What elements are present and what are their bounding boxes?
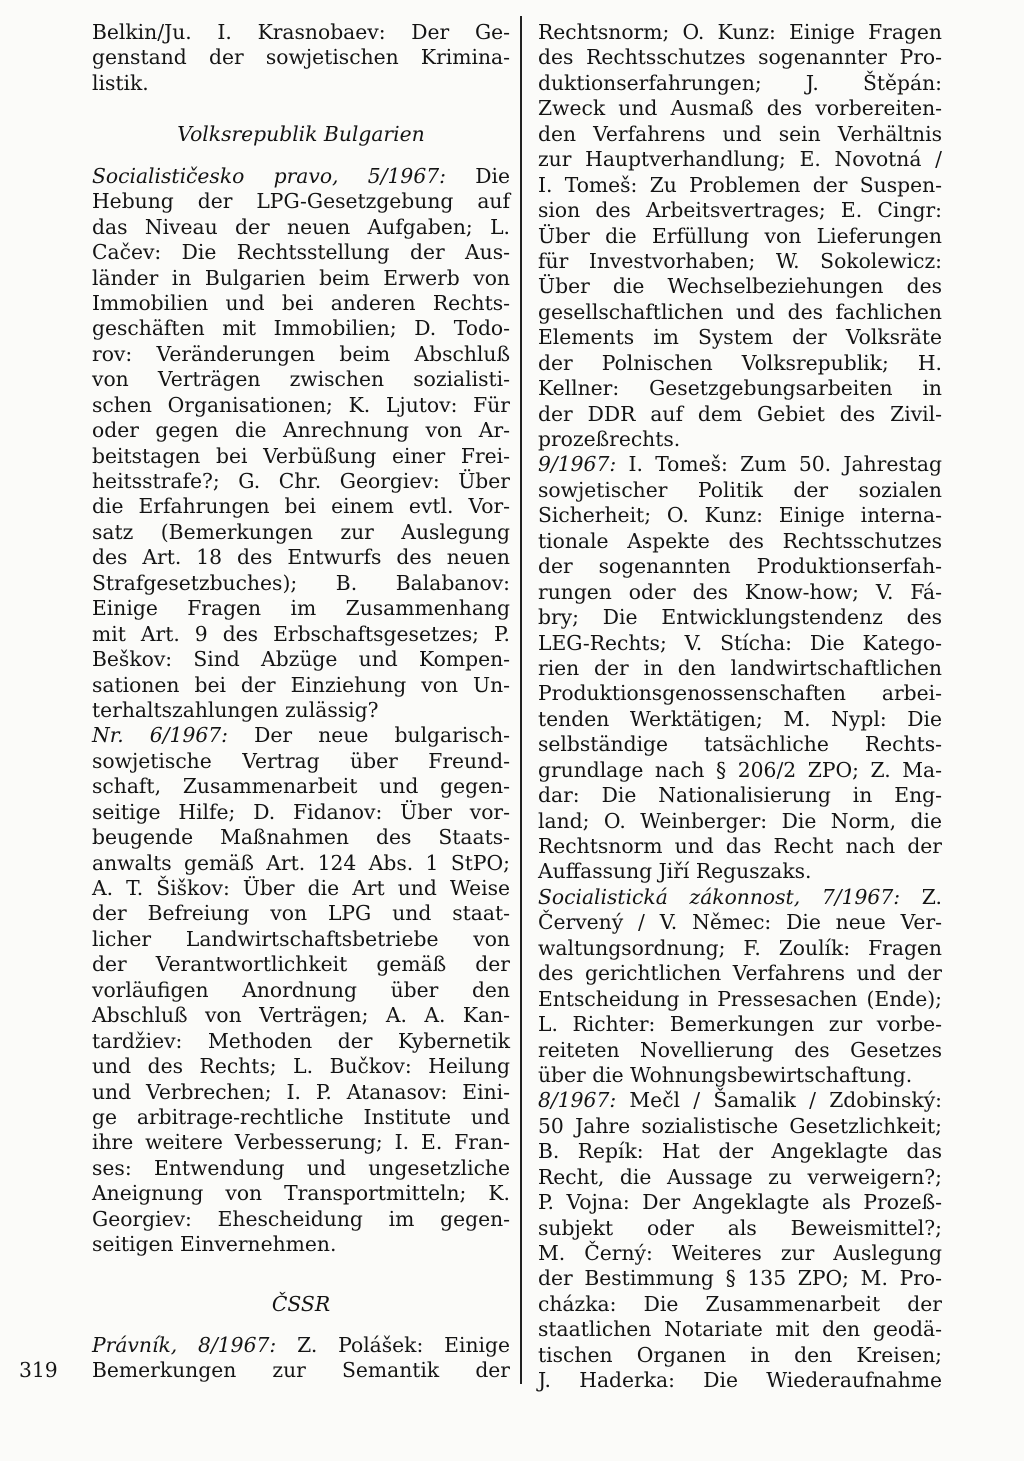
heading-bulgaria: Volksrepublik Bulgarien bbox=[177, 122, 425, 147]
text-line: Recht, die Aussage zu verweigern?; bbox=[538, 1164, 942, 1189]
text-line: des Art. 18 des Entwurfs des neuen bbox=[92, 545, 510, 570]
text-line: der sogenannten Produktionserfah- bbox=[538, 554, 942, 579]
text-line: tionale Aspekte des Rechtsschutzes bbox=[538, 528, 942, 553]
text-line: Kellner: Gesetzgebungsarbeiten in bbox=[538, 376, 942, 401]
journal-title: Socialističesko pravo, 5/1967: bbox=[92, 163, 446, 188]
text-line: ihre weitere Verbesserung; I. E. Fran- bbox=[92, 1130, 510, 1155]
text-line: J. Haderka: Die Wiederaufnahme bbox=[538, 1368, 942, 1393]
text-line: rien der in den landwirtschaftlichen bbox=[538, 655, 942, 680]
text-line: der Polnischen Volksrepublik; H. bbox=[538, 350, 942, 375]
text-line: Produktionsgenossenschaften arbei- bbox=[538, 681, 942, 706]
text-line: tischen Organen in den Kreisen; bbox=[538, 1342, 942, 1367]
text-line: dar: Die Nationalisierung in Eng- bbox=[538, 783, 942, 808]
column-divider bbox=[520, 16, 522, 1384]
text-line: prozeßrechts. bbox=[538, 427, 681, 451]
text-line: den Verfahrens und sein Verhältnis bbox=[538, 121, 942, 146]
text-line: Elements im System der Volksräte bbox=[538, 325, 942, 350]
entry-first-line bbox=[92, 1333, 510, 1358]
text-line: rungen oder des Know-how; V. Fá- bbox=[538, 579, 942, 604]
gap bbox=[92, 1258, 510, 1292]
text-line: licher Landwirtschaftsbetriebe von bbox=[92, 926, 510, 951]
text-line: land; O. Weinberger: Die Norm, die bbox=[538, 808, 942, 833]
text-line: terhaltszahlungen zulässig? bbox=[92, 697, 379, 722]
text-line: der Befreiung von LPG und staat- bbox=[92, 901, 510, 926]
text-line: länder in Bulgarien beim Erwerb von bbox=[92, 265, 510, 290]
text-line: Hebung der LPG-Gesetzgebung auf bbox=[92, 189, 510, 214]
text-line: bry; Die Entwicklungstendenz des bbox=[538, 605, 942, 630]
text-line: und Verbrechen; I. P. Atanasov: Eini- bbox=[92, 1079, 510, 1104]
entry-first-line bbox=[538, 885, 942, 910]
right-column bbox=[538, 20, 942, 1394]
text-line: Beškov: Sind Abzüge und Kompen- bbox=[92, 647, 510, 672]
text-line: tardžiev: Methoden der Kybernetik bbox=[92, 1028, 510, 1053]
gap bbox=[92, 148, 510, 164]
text-line: oder gegen die Anrechnung von Ar- bbox=[92, 418, 510, 443]
text-line: Einige Fragen im Zusammenhang bbox=[92, 596, 510, 621]
text-line: satz (Bemerkungen zur Auslegung bbox=[92, 519, 510, 544]
text-line: Abschluß von Verträgen; A. A. Kan- bbox=[92, 1003, 510, 1028]
text-line: Sicherheit; O. Kunz: Einige interna- bbox=[538, 503, 942, 528]
entry-text: Z. bbox=[900, 884, 942, 909]
text-line: listik. bbox=[92, 70, 149, 95]
entry-first-line bbox=[538, 452, 942, 477]
text-line: Bemerkungen zur Semantik der bbox=[92, 1358, 510, 1383]
issue-label: Nr. 6/1967: bbox=[92, 723, 228, 748]
text-line: M. Černý: Weiteres zur Auslegung bbox=[538, 1241, 942, 1265]
text-line: Entscheidung in Pressesachen (Ende); bbox=[538, 986, 942, 1011]
text-line: Über die Erfüllung von Lieferungen bbox=[538, 223, 942, 248]
entry-first-line bbox=[92, 164, 510, 189]
text-line: B. Repík: Hat der Angeklagte das bbox=[538, 1139, 942, 1164]
text-line: beugende Maßnahmen des Staats- bbox=[92, 825, 510, 850]
text-line: des Rechtsschutzes sogenannter Pro- bbox=[538, 45, 942, 70]
text-line: I. Tomeš: Zu Problemen der Suspen- bbox=[538, 172, 942, 197]
text-line: seitige Hilfe; D. Fidanov: Über vor- bbox=[92, 799, 510, 824]
text-line: für Investvorhaben; W. Sokolewicz: bbox=[538, 248, 942, 273]
intro-block bbox=[92, 20, 510, 96]
text-line: Cačev: Die Rechtsstellung der Aus- bbox=[92, 240, 510, 265]
entry-text: I. Tomeš: Zum 50. Jahrestag bbox=[616, 452, 942, 477]
text-line: Strafgesetzbuches); B. Balabanov: bbox=[92, 570, 510, 595]
text-line: und des Rechts; L. Bučkov: Heilung bbox=[92, 1054, 510, 1079]
text-line: über die Wohnungsbewirtschaftung. bbox=[538, 1062, 913, 1087]
text-line: Červený / V. Němec: Die neue Ver- bbox=[538, 910, 942, 935]
entry-text: Der neue bulgarisch- bbox=[228, 723, 510, 748]
text-line: duktionserfahrungen; J. Štěpán: bbox=[538, 70, 942, 95]
text-line: staatlichen Notariate mit den geodä- bbox=[538, 1317, 942, 1342]
journal-title: Právník, 8/1967: bbox=[92, 1333, 277, 1357]
text-line: heitsstrafe?; G. Chr. Georgiev: Über bbox=[92, 469, 510, 493]
text-line: Georgiev: Ehescheidung im gegen- bbox=[92, 1206, 510, 1231]
text-line: sion des Arbeitsvertrages; E. Cingr: bbox=[538, 198, 942, 223]
text-line: sowjetischer Politik der sozialen bbox=[538, 477, 942, 502]
issue-label: 9/1967: bbox=[538, 452, 617, 477]
text-line: geschäften mit Immobilien; D. Todo- bbox=[92, 316, 510, 341]
text-line: seitigen Einvernehmen. bbox=[92, 1232, 337, 1257]
text-line: gesellschaftlichen und des fachlichen bbox=[538, 299, 942, 324]
left-column bbox=[92, 20, 510, 1384]
text-line: A. T. Šiškov: Über die Art und Weise bbox=[92, 876, 510, 900]
pravnik-issue2-block bbox=[538, 478, 942, 885]
text-line: des gerichtlichen Verfahrens und der bbox=[538, 961, 942, 986]
text-line: beitstagen bei Verbüßung einer Frei- bbox=[92, 443, 510, 468]
text-line: vorläufigen Anordnung über den bbox=[92, 977, 510, 1002]
text-line: LEG-Rechts; V. Stícha: Die Katego- bbox=[538, 630, 942, 655]
text-line: der DDR auf dem Gebiet des Zivil- bbox=[538, 401, 942, 426]
text-line: selbständige tatsächliche Rechts- bbox=[538, 732, 942, 757]
text-line: Aneignung von Transportmitteln; K. bbox=[92, 1181, 510, 1206]
text-line: das Niveau der neuen Aufgaben; L. bbox=[92, 214, 510, 239]
entry-text: Z. Polášek: Einige bbox=[276, 1333, 510, 1357]
issue-label: 8/1967: bbox=[538, 1088, 617, 1113]
text-line: ses: Entwendung und ungesetzliche bbox=[92, 1155, 510, 1180]
text-line: tenden Werktätigen; M. Nypl: Die bbox=[538, 706, 942, 731]
text-line: der Bestimmung § 135 ZPO; M. Pro- bbox=[538, 1266, 942, 1291]
text-line: cházka: Die Zusammenarbeit der bbox=[538, 1291, 942, 1316]
heading-cssr: ČSSR bbox=[271, 1291, 331, 1316]
entry-text: Die bbox=[445, 163, 510, 188]
text-line: die Erfahrungen bei einem evtl. Vor- bbox=[92, 494, 510, 519]
text-line: P. Vojna: Der Angeklagte als Prozeß- bbox=[538, 1190, 942, 1215]
zakonnost-issue1-block bbox=[538, 910, 942, 1088]
text-line: 50 Jahre sozialistische Gesetzlichkeit; bbox=[538, 1113, 942, 1138]
text-line: mit Art. 9 des Erbschaftsgesetzes; P. bbox=[92, 621, 510, 646]
text-line: sationen bei der Einziehung von Un- bbox=[92, 672, 510, 697]
bulgaria-issue1-block bbox=[92, 189, 510, 723]
text-line: sowjetische Vertrag über Freund- bbox=[92, 748, 510, 773]
text-line: Rechtsnorm und das Recht nach der bbox=[538, 834, 942, 858]
text-line: zur Hauptverhandlung; E. Novotná / bbox=[538, 147, 942, 172]
text-line: schen Organisationen; K. Ljutov: Für bbox=[92, 392, 510, 417]
text-line: L. Richter: Bemerkungen zur vorbe- bbox=[538, 1012, 942, 1037]
page-number: 319 bbox=[19, 1358, 58, 1382]
text-line: ge arbitrage-rechtliche Institute und bbox=[92, 1104, 510, 1129]
text-line: waltungsordnung; F. Zoulík: Fragen bbox=[538, 935, 942, 960]
bulgaria-issue2-block bbox=[92, 749, 510, 1258]
text-line: schaft, Zusammenarbeit und gegen- bbox=[92, 774, 510, 799]
text-line: Über die Wechselbeziehungen des bbox=[538, 274, 942, 299]
text-line: genstand der sowjetischen Krimina- bbox=[92, 45, 510, 70]
text-line: reiteten Novellierung des Gesetzes bbox=[538, 1037, 942, 1062]
text-line: Rechtsnorm; O. Kunz: Einige Fragen bbox=[538, 20, 942, 44]
journal-title: Socialistická zákonnost, 7/1967: bbox=[538, 884, 901, 909]
text-line: von Verträgen zwischen sozialisti- bbox=[92, 367, 510, 392]
entry-first-line bbox=[538, 1088, 942, 1113]
text-line: Immobilien und bei anderen Rechts- bbox=[92, 290, 510, 315]
text-line: der Verantwortlichkeit gemäß der bbox=[92, 952, 510, 977]
text-line: anwalts gemäß Art. 124 Abs. 1 StPO; bbox=[92, 850, 510, 875]
zakonnost-issue2-block bbox=[538, 1114, 942, 1394]
text-line: Auffassung Jiří Reguszaks. bbox=[538, 859, 812, 884]
pravnik-continuation-block bbox=[538, 20, 942, 452]
text-line: Belkin/Ju. I. Krasnobaev: Der Ge- bbox=[92, 20, 510, 44]
cssr-issue1-block bbox=[92, 1358, 510, 1383]
entry-first-line bbox=[92, 723, 510, 748]
entry-text: Mečl / Šamalik / Zdobinský: bbox=[616, 1088, 942, 1113]
text-line: Zweck und Ausmaß des vorbereiten- bbox=[538, 96, 942, 121]
text-line: grundlage nach § 206/2 ZPO; Z. Ma- bbox=[538, 757, 942, 782]
gap bbox=[92, 1317, 510, 1333]
text-line: rov: Veränderungen beim Abschluß bbox=[92, 341, 510, 366]
text-line: subjekt oder als Beweismittel?; bbox=[538, 1215, 942, 1240]
gap bbox=[92, 96, 510, 122]
